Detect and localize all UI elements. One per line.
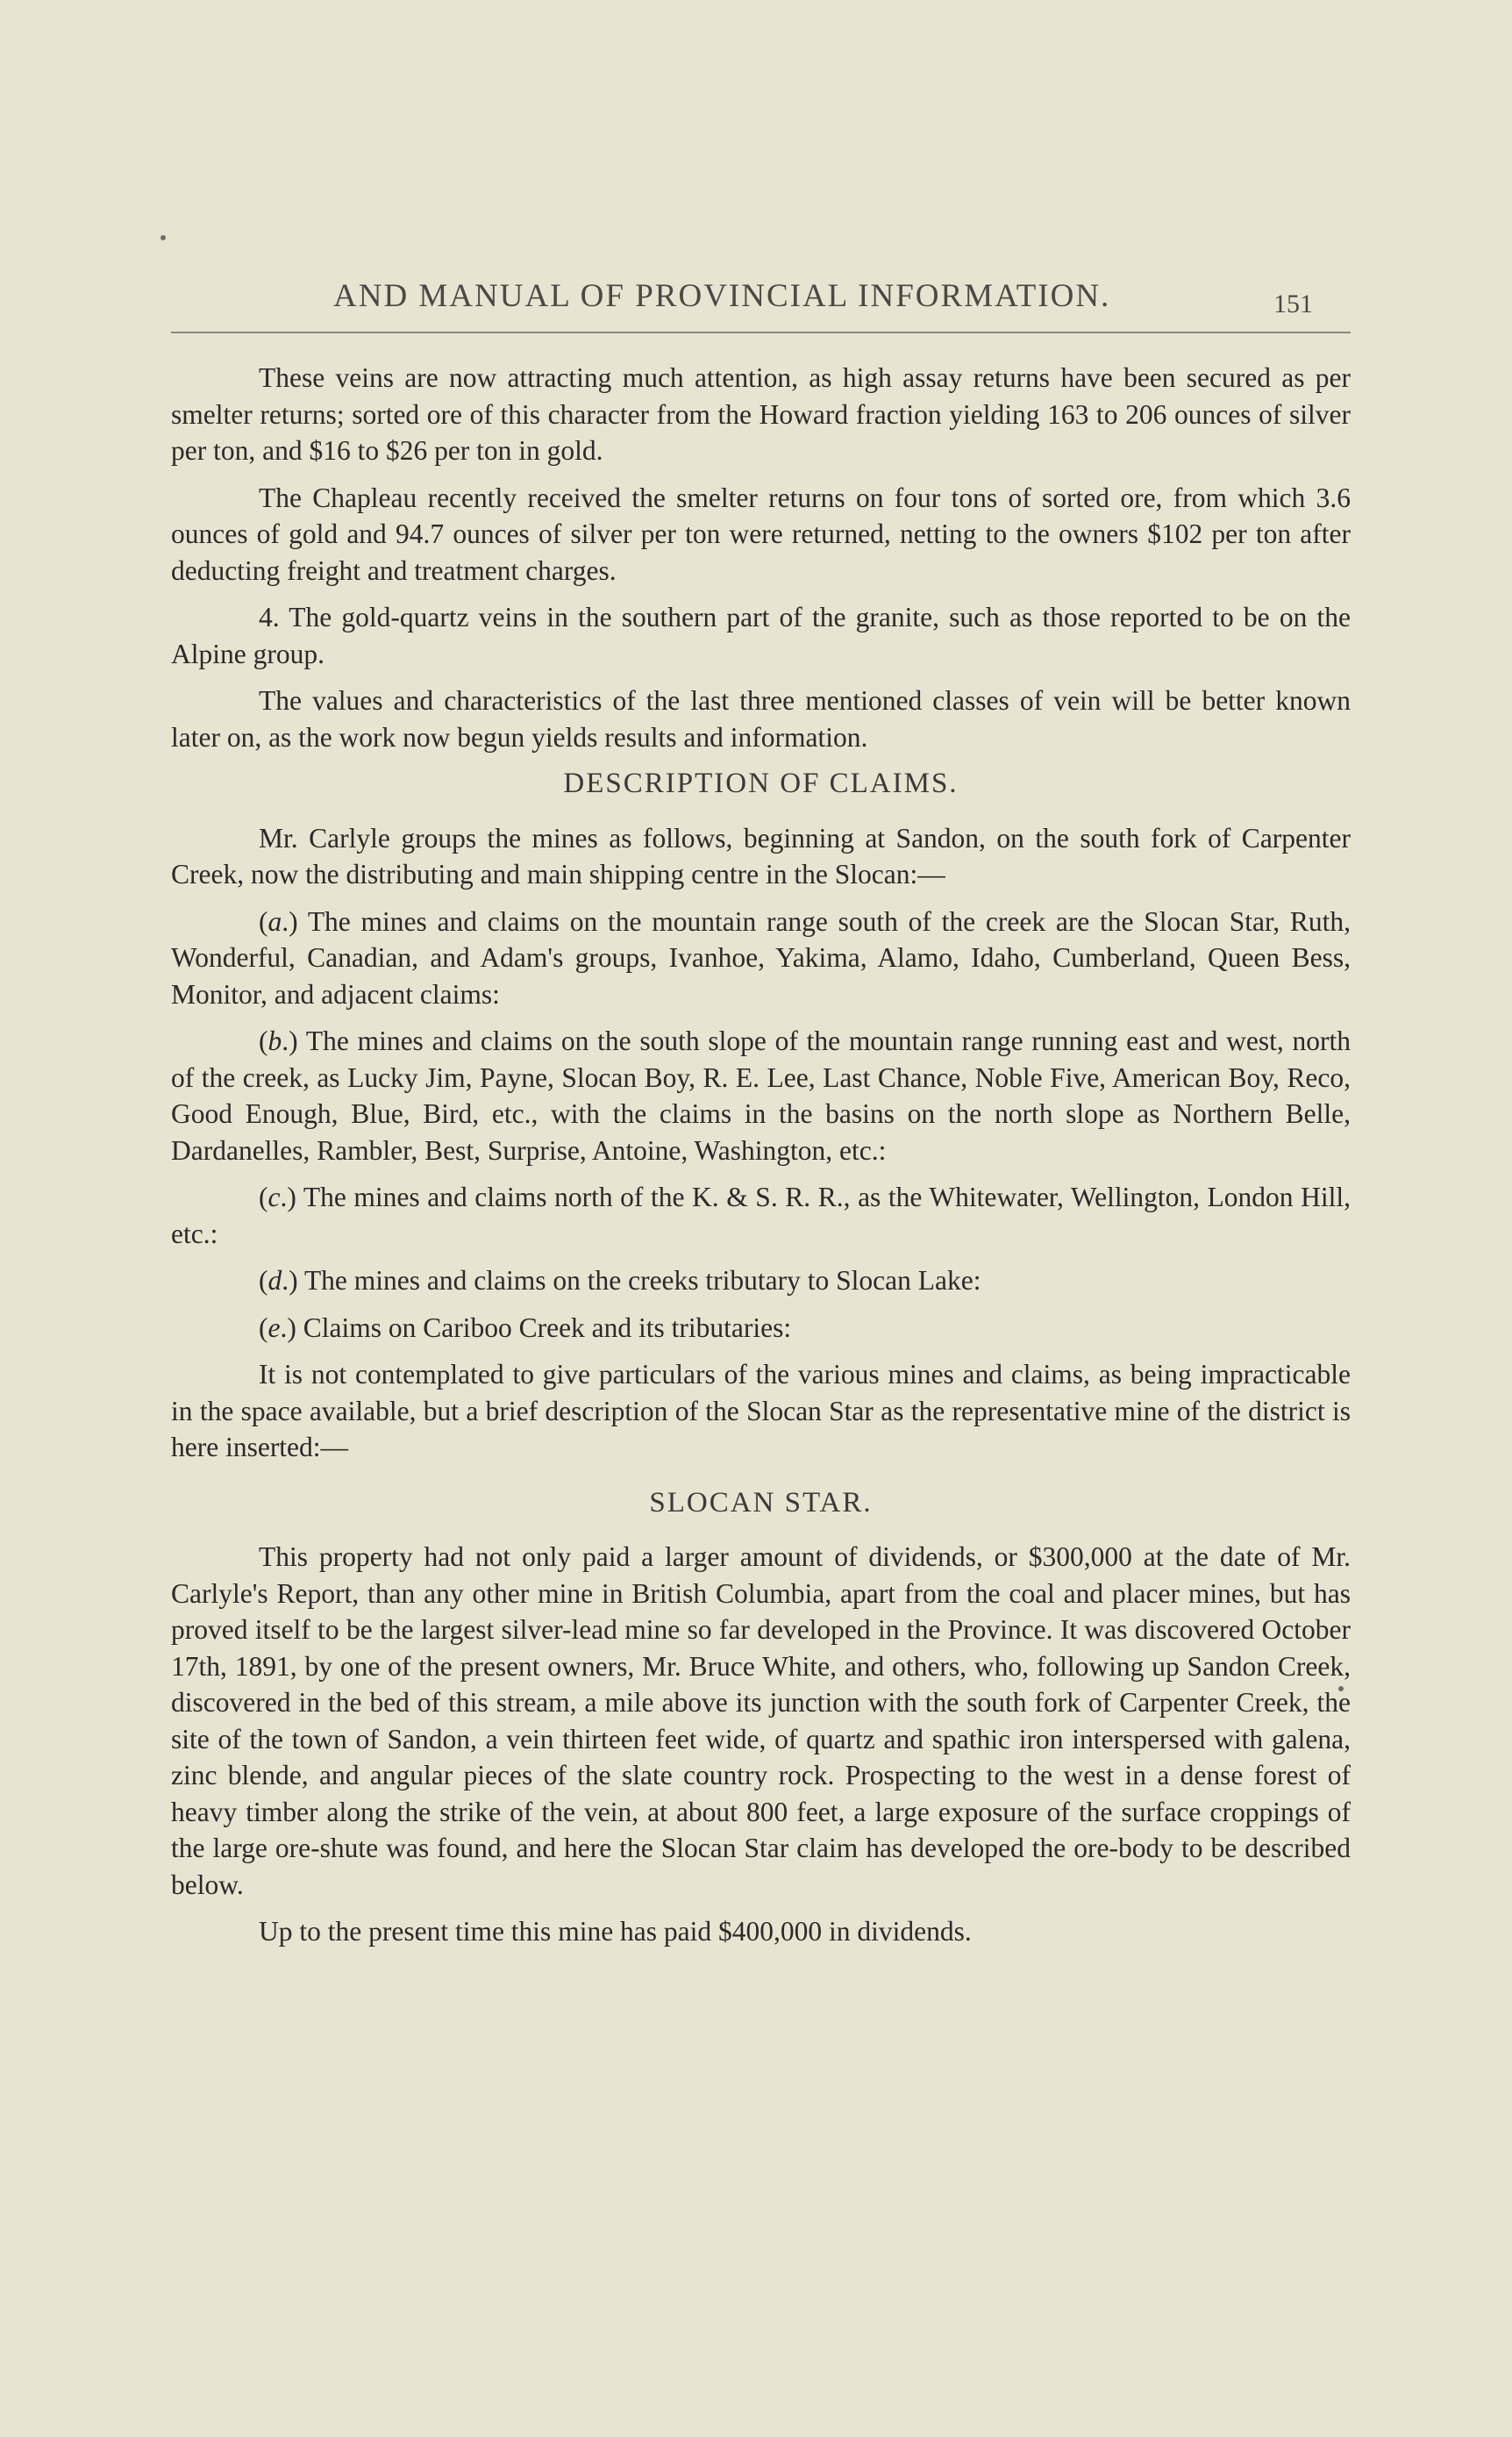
paragraph-claims-intro: Mr. Carlyle groups the mines as follows, beginning at Sandon, on the south fork of Carpenter Creek, now the distributing and main shipping centre in the Slocan:— <box>171 822 1351 890</box>
list-item-text: The mines and claims north of the K. & S. R. R., as the Whitewater, Wellington, London Hill, etc.: <box>171 1182 1352 1249</box>
paragraph-values: The values and characteristics of the last three mentioned classes of vein will be better known later on, as the work now begun yields results and information. <box>171 685 1351 753</box>
claims-list-item-d <box>171 1262 1351 1299</box>
ink-speck <box>160 235 166 240</box>
claims-list-item-a <box>171 904 1351 1013</box>
paragraph-chapleau: The Chapleau recently received the smelter returns on four tons of sorted ore, from which 3.6 ounces of gold and 94.7 ounces of silver per ton were returned, netting to the owners $102 per ton after deducting freight and treatment charges. <box>171 482 1351 586</box>
paragraph-veins: These veins are now attracting much attention, as high assay returns have been secured as per smelter returns; sorted ore of this character from the Howard fraction yielding 163 to 206 ounces of silver per ton, and $16 to $26 per ton in gold. <box>171 362 1351 466</box>
heading-slocan-star: SLOCAN STAR. <box>649 1486 873 1519</box>
paragraph-slocan-star-dividends: Up to the present time this mine has paid $400,000 in dividends. <box>259 1916 972 1947</box>
paragraph-slocan-star-history: This property had not only paid a larger amount of dividends, or $300,000 at the date of Mr. Carlyle's Report, than any other mine in British Columbia, apart from the coal and placer mines, but has proved itself to be the largest silver-lead mine so far developed in the Province. It was discovered October 17th, 1891, by one of the present owners, Mr. Bruce White, and others, who, following up Sandon Creek, discovered in the bed of this stream, a mile above its junction with the south fork of Carpenter Creek, the site of the town of Sandon, a vein thirteen feet wide, of quartz and spathic iron interspersed with galena, zinc blende, and angular pieces of the slate country rock. Prospecting to the west in a dense forest of heavy timber along the strike of the vein, at about 800 feet, a large exposure of the surface croppings of the large ore-shute was found, and here the Slocan Star claim has developed the ore-body to be described below. <box>171 1541 1351 1900</box>
claims-list-item-b <box>171 1023 1351 1168</box>
list-item-text: The mines and claims on the south slope of the mountain range running east and west, north of the creek, as Lucky Jim, Payne, Slocan Boy, R. E. Lee, Last Chance, Noble Five, American Boy, Reco, Good Enough, Blue, Bird, etc., with the claims in the basins on the north slope as Northern Belle, Dardanelles, Rambler, Best, Surprise, Antoine, Washington, etc.: <box>171 1026 1351 1166</box>
heading-description-of-claims: DESCRIPTION OF CLAIMS. <box>563 768 959 799</box>
list-item-text: The mines and claims on the mountain range south of the creek are the Slocan Star, Ruth, Wonderful, Canadian, and Adam's groups, Ivanhoe, Yakima, Alamo, Idaho, Cumberland, Queen Bess, Monitor, and adjacent claims: <box>171 905 1351 1010</box>
list-item-text: Claims on Cariboo Creek and its tributaries: <box>303 1311 792 1343</box>
list-marker: (b.) <box>259 1026 298 1056</box>
list-marker: (a.) <box>259 905 298 937</box>
list-marker: (e.) <box>259 1311 296 1343</box>
page-number: 151 <box>1273 289 1313 318</box>
list-marker: (d.) <box>259 1265 298 1296</box>
claims-list-item-e <box>171 1310 1351 1347</box>
running-head: AND MANUAL OF PROVINCIAL INFORMATION. <box>333 278 1111 314</box>
list-marker: (c.) <box>259 1182 296 1212</box>
header-rule <box>171 332 1351 333</box>
paragraph-claims-closing: It is not contemplated to give particulars of the various mines and claims, as being impracticable in the space available, but a brief description of the Slocan Star as the representative mine of the district is here inserted:— <box>171 1359 1351 1462</box>
paragraph-gold-quartz: 4. The gold-quartz veins in the southern part of the granite, such as those reported to be on the Alpine group. <box>171 602 1351 669</box>
list-item-text: The mines and claims on the creeks tributary to Slocan Lake: <box>303 1265 981 1296</box>
body-text <box>171 360 1351 1961</box>
claims-list-item-c <box>171 1179 1351 1252</box>
